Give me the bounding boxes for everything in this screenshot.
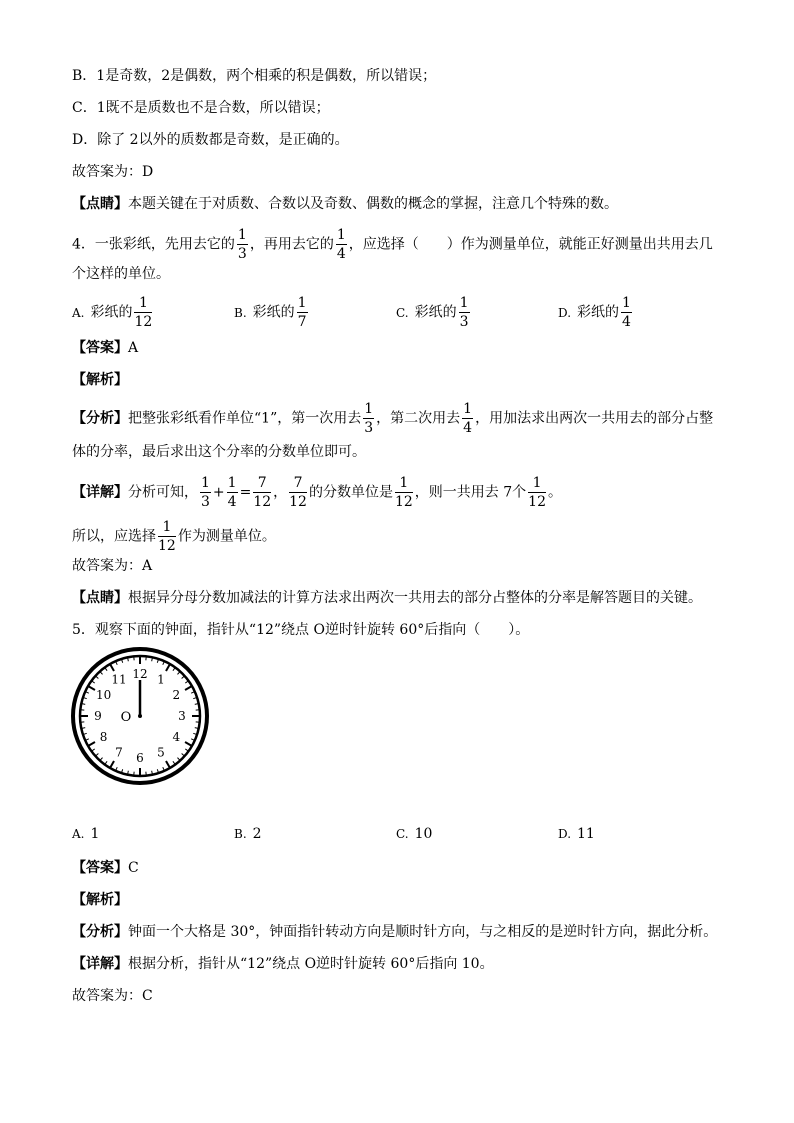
option-label: B. — [234, 827, 247, 841]
option-text: 11 — [577, 826, 595, 842]
q5-fenxi — [72, 922, 717, 942]
denominator: 3 — [459, 314, 469, 330]
option-text: 彩纸的 — [414, 304, 457, 321]
fraction-1-4 — [336, 228, 347, 261]
hour-tick — [166, 761, 170, 768]
numerator: 1 — [297, 295, 307, 311]
clock-number: 3 — [178, 709, 186, 723]
numerator: 1 — [622, 295, 631, 311]
q4-option-b[interactable] — [234, 296, 310, 329]
fenxi-b: ，第二次用去 — [376, 410, 461, 427]
xiangjie-b: 的分数单位是 — [308, 484, 393, 501]
option-text: 彩纸的 — [252, 304, 295, 321]
fenxi-text: 钟面一个大格是 30°，钟面指针转动方向是顺时针方向，与之相反的是逆时针方向，据此分析。 — [128, 924, 718, 940]
xiangjie-c: ，则一共用去 7个 — [414, 484, 527, 501]
hour-tick — [88, 686, 95, 690]
denominator: 12 — [394, 494, 413, 510]
clock-number: 6 — [136, 751, 144, 765]
q4-option-d[interactable] — [558, 296, 634, 329]
q4-so — [72, 520, 276, 553]
comment-text: 本题关键在于对质数、合数以及奇数、偶数的概念的掌握，注意几个特殊的数。 — [128, 196, 618, 212]
q5-option-d[interactable] — [558, 826, 595, 842]
fenxi-tag: 【分析】 — [72, 410, 128, 427]
denominator: 12 — [253, 494, 272, 510]
fraction-1-12 — [528, 476, 546, 509]
q5-option-b[interactable] — [234, 826, 262, 842]
option-label: C. — [396, 827, 409, 841]
numerator: 1 — [227, 475, 237, 491]
option-fraction — [621, 296, 632, 329]
denominator: 4 — [227, 494, 237, 510]
q4-stem-c: ，应选择（ ）作为测量单位，就能正好测量出共用去几 — [348, 236, 713, 253]
q4-final-answer: 故答案为：A — [72, 558, 153, 574]
fraction-1-4 — [227, 476, 238, 509]
numerator: 7 — [289, 476, 307, 493]
hour-tick — [185, 742, 192, 746]
option-b-explanation: B．1是奇数，2是偶数，两个相乘的积是偶数，所以错误； — [72, 68, 437, 84]
numerator: 1 — [528, 476, 546, 493]
clock-number: 7 — [115, 745, 123, 760]
denominator: 12 — [289, 494, 307, 510]
period: 。 — [547, 484, 562, 501]
fraction-7-12 — [253, 476, 271, 509]
q4-option-a[interactable] — [72, 296, 154, 329]
answer-tag: 【答案】 — [72, 340, 128, 356]
hour-tick — [166, 664, 170, 671]
plus-sign: + — [212, 484, 225, 501]
q4-stem-cont: 个这样的单位。 — [72, 266, 170, 282]
numerator: 1 — [158, 520, 176, 537]
q4-analysis-tag: 【解析】 — [72, 372, 128, 388]
option-fraction — [134, 296, 152, 329]
q5-answer — [72, 858, 139, 878]
fenxi-c: ，用加法求出两次一共用去的部分占整 — [475, 410, 714, 427]
hour-tick — [110, 761, 114, 768]
fraction-1-12 — [395, 476, 413, 509]
fraction-1-3 — [200, 476, 211, 509]
q5-xiangjie — [72, 954, 494, 974]
option-fraction — [297, 296, 308, 329]
q5-stem: 5．观察下面的钟面，指针从“12”绕点 O逆时针旋转 60°后指向（ ）。 — [72, 622, 530, 638]
center-label-o: O — [120, 710, 132, 725]
q5-analysis-tag: 【解析】 — [72, 892, 128, 908]
denominator: 12 — [528, 494, 546, 510]
fraction-1-12 — [158, 520, 176, 553]
numerator: 1 — [336, 227, 346, 243]
xiangjie-text: 根据分析，指针从“12”绕点 O逆时针旋转 60°后指向 10。 — [128, 956, 494, 972]
q5-option-c[interactable] — [396, 826, 432, 842]
clock-number: 8 — [99, 730, 108, 744]
option-label: A. — [72, 305, 85, 320]
option-text: 10 — [414, 826, 433, 842]
equals-sign: = — [239, 484, 252, 501]
q4-option-c[interactable] — [396, 296, 472, 329]
fenxi-tag: 【分析】 — [72, 924, 128, 940]
q4-fenxi — [72, 402, 713, 435]
option-text: 彩纸的 — [90, 304, 133, 321]
numerator: 1 — [459, 295, 469, 311]
so-a: 所以，应选择 — [72, 528, 156, 545]
option-c-explanation: C．1既不是质数也不是合数，所以错误； — [72, 100, 330, 116]
comment-tag: 【点睛】 — [72, 196, 128, 212]
q4-stem — [72, 228, 713, 261]
answer-line: 故答案为：D — [72, 164, 154, 180]
q4-stem-b: ，再用去它的 — [249, 236, 334, 253]
option-text: 2 — [252, 826, 262, 842]
clock-number: 10 — [95, 688, 112, 702]
q4-xiangjie: 【详解】分析可知， $\frac{1}{3}$ + $\frac{1}{4}$ = $\frac{7}{12}$ ， $\frac{7}{12}$ 的分数单位是 $\frac{1}{12}$ ，则一共用去 7个 $\frac{1}{12}$ 。 — [72, 475, 562, 510]
numerator: 1 — [395, 476, 413, 493]
numerator: 1 — [237, 227, 247, 243]
hour-tick — [88, 742, 95, 746]
hour-tick — [185, 686, 192, 690]
answer-value: A — [128, 340, 139, 356]
comment-text: 根据异分母分数加减法的计算方法求出两次一共用去的部分占整体的分率是解答题目的关键。 — [128, 590, 702, 606]
clock-number: 9 — [94, 709, 102, 723]
clock-number: 11 — [111, 672, 127, 687]
denominator: 3 — [201, 494, 210, 510]
clock-number: 1 — [157, 672, 165, 687]
comment-line — [72, 194, 618, 214]
option-label: C. — [396, 305, 409, 320]
so-b: 作为测量单位。 — [177, 528, 276, 545]
hour-tick — [110, 664, 114, 671]
clock-number: 4 — [172, 730, 181, 744]
option-label: B. — [234, 305, 247, 320]
option-text: 彩纸的 — [577, 304, 620, 321]
fraction-1-3 — [237, 228, 248, 261]
numerator: 1 — [134, 296, 152, 313]
denominator: 3 — [237, 246, 247, 262]
comment-tag: 【点睛】 — [72, 590, 128, 606]
answer-value: C — [128, 860, 139, 876]
denominator: 3 — [364, 420, 374, 436]
xiangjie-a: 分析可知， — [128, 484, 198, 501]
q4-stem-a: 4．一张彩纸，先用去它的 — [72, 236, 235, 253]
xiangjie-tag: 【详解】 — [72, 956, 128, 972]
option-d-explanation: D．除了 2以外的质数都是奇数，是正确的。 — [72, 132, 349, 148]
xiangjie-tag: 【详解】 — [72, 484, 128, 501]
q4-answer — [72, 338, 138, 358]
denominator: 12 — [158, 538, 176, 554]
option-text: 1 — [90, 826, 100, 842]
denominator: 12 — [134, 314, 153, 330]
q4-comment — [72, 588, 702, 608]
denominator: 4 — [463, 420, 473, 436]
denominator: 7 — [297, 314, 307, 330]
clock-number: 12 — [132, 667, 148, 681]
q5-final-answer: 故答案为：C — [72, 988, 153, 1004]
numerator: 1 — [364, 401, 374, 417]
denominator: 4 — [622, 314, 631, 330]
clock-number: 5 — [157, 745, 165, 760]
fraction-1-3 — [363, 402, 374, 435]
option-fraction — [459, 296, 470, 329]
option-label: A. — [72, 827, 85, 841]
option-label: D. — [558, 305, 572, 320]
clock-number: 2 — [172, 688, 181, 702]
clock-face — [70, 646, 210, 786]
fraction-7-12 — [289, 476, 307, 509]
clock-center-dot — [138, 714, 142, 718]
q5-option-a[interactable] — [72, 826, 99, 842]
fenxi-a: 把整张彩纸看作单位“1”，第一次用去 — [128, 410, 362, 427]
numerator: 7 — [253, 476, 271, 493]
denominator: 4 — [336, 246, 346, 262]
q4-fenxi-cont: 体的分率，最后求出这个分率的分数单位即可。 — [72, 444, 366, 460]
numerator: 1 — [201, 475, 210, 491]
option-label: D. — [558, 827, 572, 841]
fraction-1-4 — [462, 402, 473, 435]
numerator: 1 — [463, 401, 473, 417]
answer-tag: 【答案】 — [72, 860, 128, 876]
